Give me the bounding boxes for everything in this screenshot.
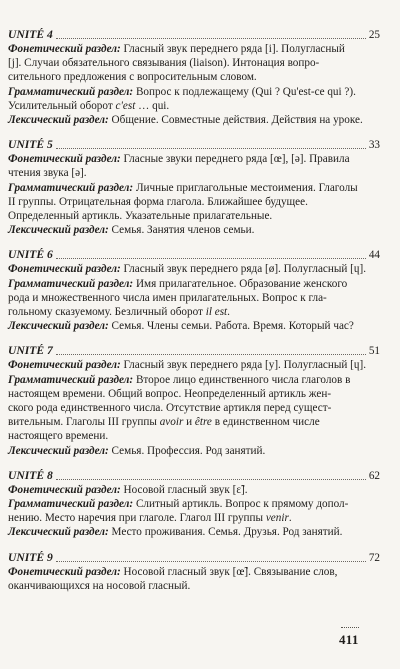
section-text-line: сительного предложения с вопросительным словом. xyxy=(8,71,257,84)
section-label: Фонетический раздел: xyxy=(8,43,121,55)
section-entry xyxy=(8,319,380,333)
section-text-line: вительным. Глаголы III группы avoir и être в единственном числе xyxy=(8,416,320,429)
section-text-line: Семья. Члены семьи. Работа. Время. Который час? xyxy=(111,320,354,333)
unit-heading xyxy=(8,344,380,358)
section-text-line: Гласные звуки переднего ряда [œ], [ə]. Правила xyxy=(123,153,350,166)
section-label: Фонетический раздел: xyxy=(8,483,121,496)
unit-page-number: 25 xyxy=(368,29,380,41)
unit-heading xyxy=(8,138,380,152)
section-text-line: Гласный звук переднего ряда [i]. Полугласный xyxy=(123,43,345,55)
dot-leader xyxy=(56,258,366,259)
section-label: Грамматический раздел: xyxy=(8,277,134,290)
section-text-line: Усилительный оборот c'est … qui. xyxy=(8,99,170,112)
section-entry xyxy=(8,152,380,180)
section-entry xyxy=(8,85,380,113)
unit-heading xyxy=(8,551,380,565)
unit-title: UNITÉ 7 xyxy=(8,344,53,358)
unit-heading xyxy=(8,248,380,262)
toc-unit xyxy=(8,28,380,127)
dot-leader xyxy=(56,354,366,355)
toc-unit xyxy=(8,344,380,457)
section-entry xyxy=(8,525,380,539)
section-entry xyxy=(8,277,380,320)
dot-leader xyxy=(56,479,366,480)
section-label: Лексический раздел: xyxy=(8,526,109,539)
unit-page-number: 51 xyxy=(368,345,380,358)
section-entry xyxy=(8,223,380,237)
section-text-line: Второе лицо единственного числа глаголов в xyxy=(135,373,351,386)
section-text-line: Вопрос к подлежащему (Qui ? Qu'est-ce qui ?). xyxy=(135,85,356,98)
section-text-line: гольному сказуемому. Безличный оборот il est. xyxy=(8,306,230,319)
unit-title: UNITÉ 4 xyxy=(8,28,53,41)
section-text-line: Определенный артикль. Указательные прилагательные. xyxy=(8,210,273,223)
section-text-line: II группы. Отрицательная форма глагола. Ближайшее будущее. xyxy=(8,195,308,208)
section-label: Грамматический раздел: xyxy=(8,181,134,194)
unit-heading xyxy=(8,469,380,483)
section-text-line: настоящего времени. xyxy=(8,430,109,443)
unit-page-number: 72 xyxy=(368,551,380,564)
section-text-line: Личные приглагольные местоимения. Глаголы xyxy=(135,181,358,194)
section-entry xyxy=(8,358,380,372)
toc-unit xyxy=(8,138,380,237)
section-label: Фонетический раздел: xyxy=(8,263,121,276)
table-of-contents xyxy=(8,28,380,604)
section-entry xyxy=(8,262,380,276)
dot-leader xyxy=(56,38,366,39)
section-text-line: Место проживания. Семья. Друзья. Род занятий. xyxy=(111,526,343,539)
section-label: Фонетический раздел: xyxy=(8,153,121,166)
unit-page-number: 33 xyxy=(368,139,380,152)
section-entry xyxy=(8,497,380,525)
section-text-line: Имя прилагательное. Образование женского xyxy=(135,277,348,290)
section-entry xyxy=(8,181,380,224)
section-label: Лексический раздел: xyxy=(8,444,109,457)
section-entry xyxy=(8,565,380,593)
unit-heading xyxy=(8,28,380,42)
section-label: Грамматический раздел: xyxy=(8,85,134,98)
section-label: Грамматический раздел: xyxy=(8,498,134,511)
section-entry xyxy=(8,42,380,85)
section-text-line: оканчивающихся на носовой гласный. xyxy=(8,579,191,592)
unit-page-number: 44 xyxy=(368,249,380,262)
section-text-line: Носовой гласный звук [ɛ̃]. xyxy=(123,483,248,496)
section-entry xyxy=(8,483,380,497)
toc-unit xyxy=(8,248,380,333)
section-entry xyxy=(8,373,380,444)
section-text-line: Гласный звук переднего ряда [y]. Полугласный [ɥ]. xyxy=(123,359,367,372)
page-number-ornament xyxy=(341,627,359,628)
toc-unit xyxy=(8,469,380,540)
unit-title: UNITÉ 8 xyxy=(8,468,53,482)
section-label: Лексический раздел: xyxy=(8,114,109,127)
section-text-line: Слитный артикль. Вопрос к прямому допол- xyxy=(135,498,349,511)
section-label: Фонетический раздел: xyxy=(8,565,121,578)
section-text-line: чтения звука [ə]. xyxy=(8,167,87,180)
section-text-line: Семья. Профессия. Род занятий. xyxy=(111,444,266,457)
unit-page-number: 62 xyxy=(368,469,380,482)
section-text-line: рода и множественного числа имен прилагательных. Вопрос к гла- xyxy=(8,291,327,304)
unit-title: UNITÉ 6 xyxy=(8,248,53,262)
unit-title: UNITÉ 5 xyxy=(8,138,53,152)
section-text-line: Гласный звук переднего ряда [ø]. Полугласный [ɥ]. xyxy=(123,263,367,276)
dot-leader xyxy=(56,561,366,562)
section-text-line: Общение. Совместные действия. Действия на уроке. xyxy=(111,114,363,127)
section-label: Лексический раздел: xyxy=(8,320,109,333)
toc-unit xyxy=(8,551,380,593)
section-text-line: ского рода единственного числа. Отсутствие артикля перед сущест- xyxy=(8,402,332,415)
section-text-line: Носовой гласный звук [œ̃]. Связывание слов, xyxy=(123,565,338,578)
section-text-line: [j]. Случаи обязательного связывания (liaison). Интонация вопро- xyxy=(8,57,320,70)
section-entry xyxy=(8,444,380,458)
section-label: Лексический раздел: xyxy=(8,224,109,237)
section-text-line: нению. Место наречия при глаголе. Глагол III группы venir. xyxy=(8,512,292,525)
section-text-line: Семья. Занятия членов семьи. xyxy=(111,224,255,237)
unit-title: UNITÉ 9 xyxy=(8,550,53,564)
dot-leader xyxy=(56,148,366,149)
section-label: Грамматический раздел: xyxy=(8,373,134,386)
section-entry xyxy=(8,113,380,127)
page-number: 411 xyxy=(339,632,359,647)
section-text-line: настоящем времени. Общий вопрос. Неопределенный артикль жен- xyxy=(8,387,332,400)
section-label: Фонетический раздел: xyxy=(8,359,121,372)
